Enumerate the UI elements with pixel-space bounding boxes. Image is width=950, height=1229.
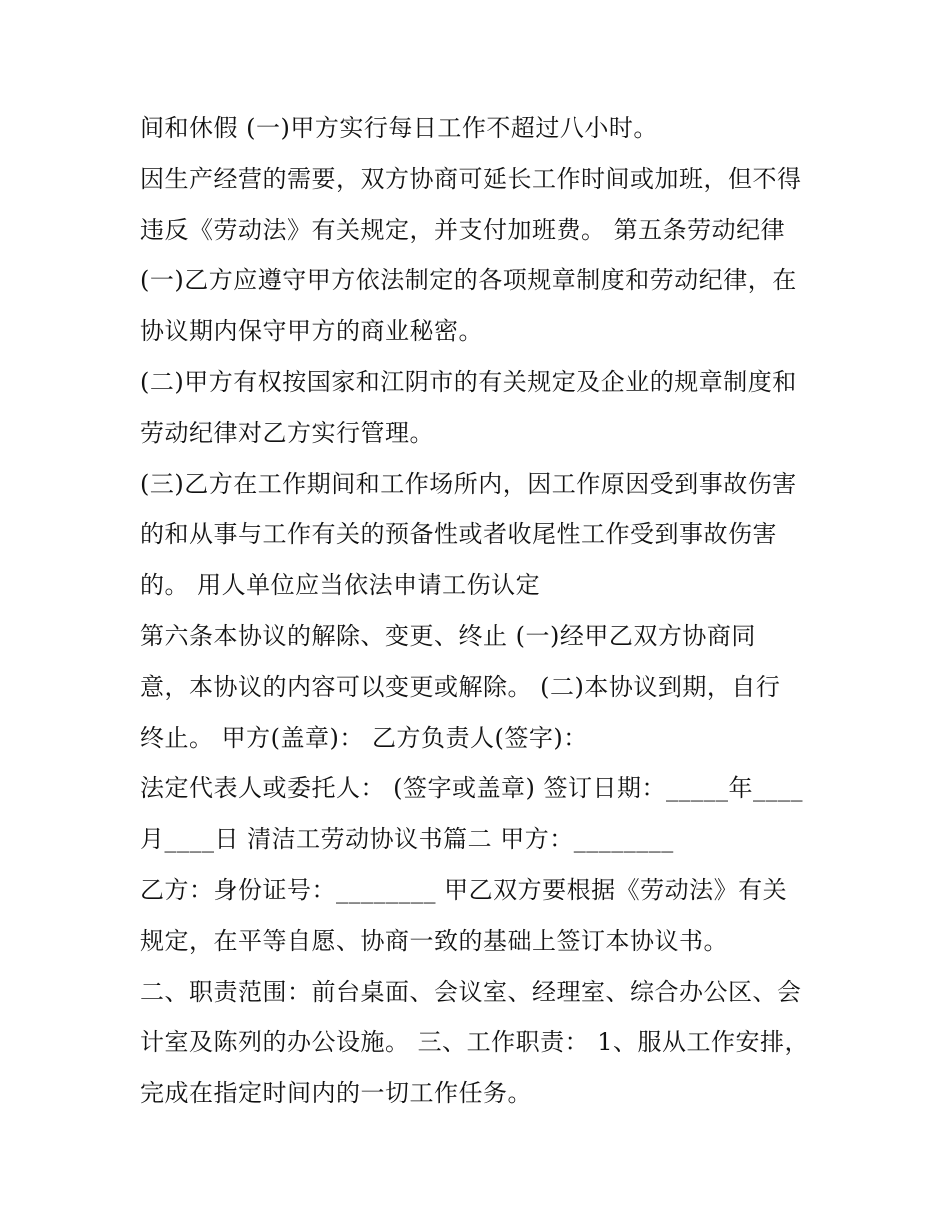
text-line: 意，本协议的内容可以变更或解除。 (二)本协议到期，自行 xyxy=(140,672,781,701)
text-line: 的。 用人单位应当依法申请工伤认定 xyxy=(140,571,541,600)
text-line: 完成在指定时间内的一切工作任务。 xyxy=(140,1079,532,1108)
document-body xyxy=(140,103,840,1119)
text-line: 因生产经营的需要，双方协商可延长工作时间或加班，但不得 xyxy=(140,164,802,193)
text-line: 劳动纪律对乙方实行管理。 xyxy=(140,418,434,447)
text-line: 的和从事与工作有关的预备性或者收尾性工作受到事故伤害 xyxy=(140,520,777,549)
text-line: 法定代表人或委托人： (签字或盖章) 签订日期：_____年____ xyxy=(140,774,803,803)
text-line: (一)乙方应遵守甲方依法制定的各项规章制度和劳动纪律，在 xyxy=(140,266,797,295)
text-line: 协议期内保守甲方的商业秘密。 xyxy=(140,317,483,346)
text-line: 乙方：身份证号：________ 甲乙双方要根据《劳动法》有关 xyxy=(140,875,788,904)
text-line: (二)甲方有权按国家和江阴市的有关规定及企业的规章制度和 xyxy=(140,367,797,396)
text-line: 终止。 甲方(盖章)： 乙方负责人(签字)： xyxy=(140,723,588,752)
text-line: 二、职责范围：前台桌面、会议室、经理室、综合办公区、会 xyxy=(140,977,802,1006)
text-line: 违反《劳动法》有关规定，并支付加班费。 第五条劳动纪律 xyxy=(140,215,786,244)
text-line: 规定，在平等自愿、协商一致的基础上签订本协议书。 xyxy=(140,926,728,955)
text-line: 月____日 清洁工劳动协议书篇二 甲方：________ xyxy=(140,825,674,854)
text-line: 计室及陈列的办公设施。 三、工作职责： 1、服从工作安排， xyxy=(140,1028,810,1057)
text-line: 间和休假 (一)甲方实行每日工作不超过八小时。 xyxy=(140,114,658,142)
text-line: (三)乙方在工作期间和工作场所内，因工作原因受到事故伤害 xyxy=(140,469,797,498)
text-line: 第六条本协议的解除、变更、终止 (一)经甲乙双方协商同 xyxy=(140,621,756,650)
